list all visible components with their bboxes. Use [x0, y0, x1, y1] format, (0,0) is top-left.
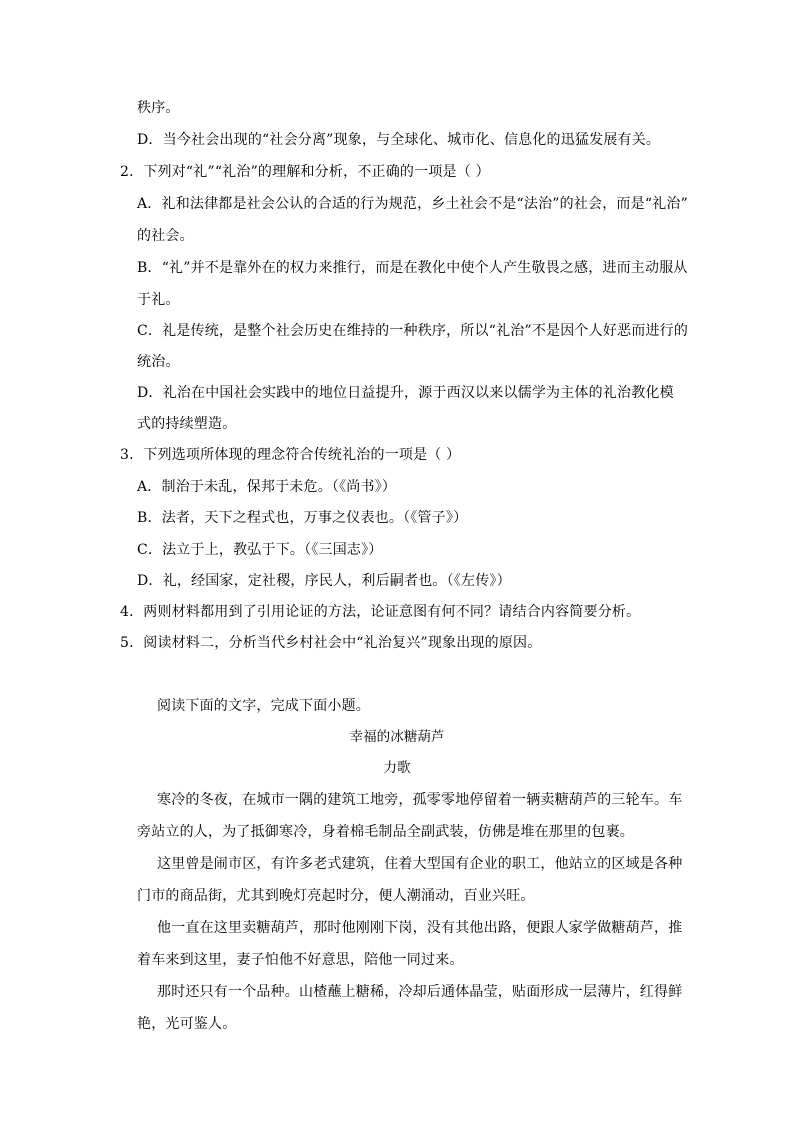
q3-option-c: C．法立于上，教弘于下。（《三国志》）: [137, 542, 383, 558]
story-paragraph-3: 他一直在这里卖糖葫芦，那时他刚刚下岗，没有其他出路，便跟人家学做糖葫芦，推: [157, 920, 683, 936]
q4-stem: 4．两则材料都用到了引用论证的方法，论证意图有何不同？请结合内容简要分析。: [120, 604, 641, 620]
q2-option-a-cont: 的社会。: [137, 228, 194, 244]
q2-option-b: B．“礼”并不是靠外在的权力来推行，而是在教化中使个人产生敬畏之感，进而主动服从: [137, 260, 688, 276]
story-paragraph-4-cont: 艳，光可鉴人。: [137, 1016, 237, 1032]
story-paragraph-2: 这里曾是闹市区，有许多老式建筑，住着大型国有企业的职工，他站立的区域是各种: [157, 856, 683, 872]
q2-option-c: C．礼是传统，是整个社会历史在维持的一种秩序，所以“礼治”不是因个人好恶而进行的: [137, 323, 689, 339]
story-title: 幸福的冰糖葫芦: [349, 729, 445, 745]
q3-stem: 3．下列选项所体现的理念符合传统礼治的一项是（ ）: [120, 447, 461, 463]
q2-stem: 2．下列对“礼”“礼治”的理解和分析，不正确的一项是（ ）: [120, 164, 490, 180]
story-paragraph-1: 寒冷的冬夜，在城市一隅的建筑工地旁，孤零零地停留着一辆卖糖葫芦的三轮车。车: [157, 792, 683, 808]
q3-option-b: B．法者，天下之程式也，万事之仪表也。（《管子》）: [137, 510, 468, 526]
prev-question-continuation: 秩序。: [137, 100, 180, 116]
q1-option-d: D．当今社会出现的“社会分离”现象，与全球化、城市化、信息化的迅猛发展有关。: [137, 132, 661, 148]
q3-option-a: A．制治于未乱，保邦于未危。（《尚书》）: [137, 479, 397, 495]
q3-option-d: D．礼，经国家，定社稷，序民人，利后嗣者也。（《左传》）: [137, 573, 511, 589]
story-paragraph-1-cont: 旁站立的人，为了抵御寒冷，身着棉毛制品全副武装，仿佛是堆在那里的包裹。: [137, 824, 634, 840]
story-author: 力歌: [383, 760, 411, 776]
story-paragraph-4: 那时还只有一个品种。山楂蘸上糖稀，冷却后通体晶莹，贴面形成一层薄片，红得鲜: [157, 984, 683, 1000]
q2-option-b-cont: 于礼。: [137, 292, 180, 308]
story-paragraph-3-cont: 着车来到这里，妻子怕他不好意思，陪他一同过来。: [137, 952, 464, 968]
q2-option-a: A．礼和法律都是社会公认的合适的行为规范，乡土社会不是“法治”的社会，而是“礼治”: [137, 196, 688, 212]
q2-option-d-cont: 式的持续塑造。: [137, 416, 237, 432]
story-paragraph-2-cont: 门市的商品街，尤其到晚灯亮起时分，便人潮涌动，百业兴旺。: [137, 888, 535, 904]
q2-option-d: D．礼治在中国社会实践中的地位日益提升，源于西汉以来以儒学为主体的礼治教化模: [137, 385, 674, 401]
q2-option-c-cont: 统治。: [137, 354, 180, 370]
reading-instruction: 阅读下面的文字，完成下面小题。: [157, 698, 370, 714]
q5-stem: 5．阅读材料二，分析当代乡村社会中“礼治复兴”现象出现的原因。: [120, 635, 542, 651]
